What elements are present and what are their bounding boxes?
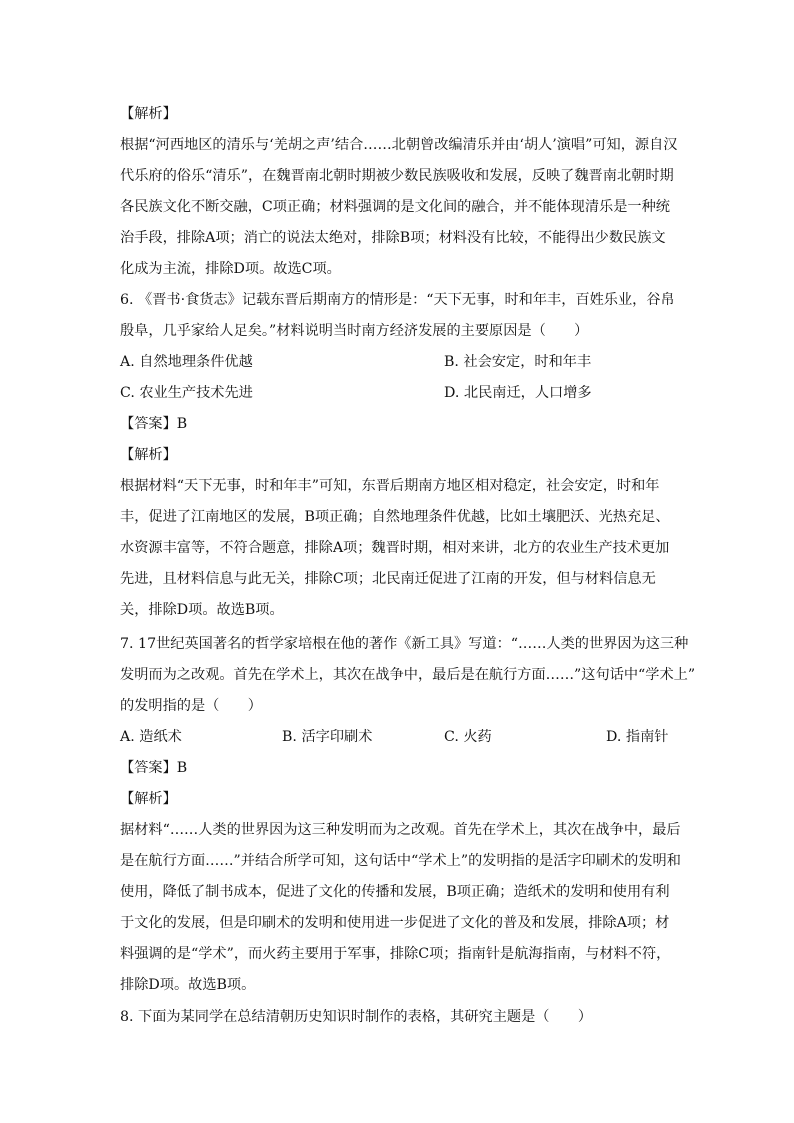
question-6-analysis-line: 根据材料“天下无事，时和年丰”可知，东晋后期南方地区相对稳定，社会安定，时和年: [120, 478, 660, 494]
question-7-analysis-line: 于文化的发展，但是印刷术的发明和使用进一步促进了文化的普及和发展，排除A项；材: [120, 915, 670, 931]
question-6-analysis-line: 关，排除D项。故选B项。: [120, 602, 284, 618]
question-7-stem: 的发明指的是（ ）: [120, 698, 262, 714]
question-6-answer: 【答案】B: [120, 416, 188, 432]
question-6-stem: 6. 《晋书·食货志》记载东晋后期南方的情形是：“天下无事，时和年丰，百姓乐业，谷帛: [120, 292, 675, 308]
question-7-stem: 7. 17世纪英国著名的哲学家培根在他的著作《新工具》写道：“……人类的世界因为这三种: [120, 636, 689, 652]
question-8-stem: 8. 下面为某同学在总结清朝历史知识时制作的表格，其研究主题是（ ）: [120, 1009, 593, 1025]
question-6-option-c: C. 农业生产技术先进: [120, 385, 253, 401]
analysis-line: 各民族文化不断交融，C项正确；材料强调的是文化间的融合，并不能体现清乐是一种统: [120, 199, 670, 215]
analysis-line: 化成为主流，排除D项。故选C项。: [120, 261, 341, 277]
analysis-line: 根据“河西地区的清乐与‘羌胡之声’结合……北朝曾改编清乐并由‘胡人’演唱”可知，源自汉: [120, 137, 678, 153]
question-6-analysis-label: 【解析】: [120, 447, 177, 463]
question-6-option-a: A. 自然地理条件优越: [120, 354, 253, 370]
question-6-stem: 殷阜，几乎家给人足矣。”材料说明当时南方经济发展的主要原因是（ ）: [120, 323, 589, 339]
question-6-analysis-line: 丰，促进了江南地区的发展，B项正确；自然地理条件优越，比如土壤肥沃、光热充足、: [120, 509, 670, 525]
question-7-option-b: B. 活字印刷术: [282, 729, 373, 745]
analysis-line: 治手段，排除A项；消亡的说法太绝对，排除B项；材料没有比较，不能得出少数民族文: [120, 230, 666, 246]
question-6-analysis-line: 先进，且材料信息与此无关，排除C项；北民南迁促进了江南的开发，但与材料信息无: [120, 571, 656, 587]
question-7-analysis-line: 是在航行方面……”并结合所学可知，这句话中“学术上”的发明指的是活字印刷术的发明和: [120, 853, 681, 869]
question-7-option-a: A. 造纸术: [120, 729, 182, 745]
question-6-option-d: D. 北民南迁，人口增多: [444, 385, 592, 401]
question-6-option-b: B. 社会安定，时和年丰: [444, 354, 592, 370]
question-7-analysis-line: 据材料“……人类的世界因为这三种发明而为之改观。首先在学术上，其次在战争中，最后: [120, 822, 681, 838]
question-7-option-c: C. 火药: [444, 729, 492, 745]
question-7-analysis-label: 【解析】: [120, 791, 177, 807]
analysis-line: 代乐府的俗乐“清乐”，在魏晋南北朝时期被少数民族吸收和发展，反映了魏晋南北朝时期: [120, 168, 674, 184]
question-6-analysis-line: 水资源丰富等，不符合题意，排除A项；魏晋时期，相对来讲，北方的农业生产技术更加: [120, 540, 670, 556]
question-7-answer: 【答案】B: [120, 760, 188, 776]
question-7-analysis-line: 排除D项。故选B项。: [120, 977, 256, 993]
question-7-analysis-line: 料强调的是“学术”，而火药主要用于军事，排除C项；指南针是航海指南，与材料不符，: [120, 946, 671, 962]
analysis-label: 【解析】: [120, 106, 177, 122]
question-7-option-d: D. 指南针: [606, 729, 669, 745]
question-7-stem: 发明而为之改观。首先在学术上，其次在战争中，最后是在航行方面……”这句话中“学术上”: [120, 667, 696, 683]
question-7-analysis-line: 使用，降低了制书成本，促进了文化的传播和发展，B项正确；造纸术的发明和使用有利: [120, 884, 670, 900]
